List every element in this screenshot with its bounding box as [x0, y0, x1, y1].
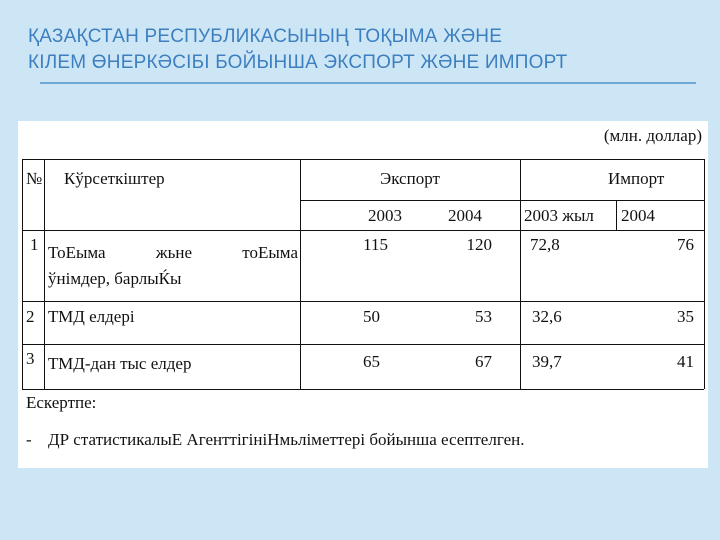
- header-export-2003: 2003: [368, 206, 402, 225]
- table-col-rule: [44, 159, 45, 389]
- header-export-2004: 2004: [448, 206, 482, 225]
- row-3-export-2004: 67: [475, 352, 492, 371]
- row-2-import-2003: 32,6: [532, 307, 562, 326]
- table-col-rule: [616, 200, 617, 230]
- table-col-rule: [300, 159, 301, 389]
- table-border-right: [704, 159, 705, 389]
- note-title: Ескертпе:: [26, 393, 97, 412]
- row-3-import-2004: 41: [677, 352, 694, 371]
- header-indicator: Кўрсеткіштер: [64, 169, 165, 188]
- slide-title-line-1: ҚАЗАҚСТАН РЕСПУБЛИКАСЫНЫҢ ТОҚЫМА ЖӘНЕ: [28, 26, 503, 47]
- note-line: [26, 430, 524, 450]
- unit-label: (млн. доллар): [603, 126, 702, 145]
- row-1-name-word: тоЕыма: [242, 243, 298, 262]
- table-col-rule: [520, 159, 521, 389]
- table-row-rule: [22, 344, 704, 345]
- data-table: [18, 121, 708, 468]
- header-import-2004: 2004: [621, 206, 655, 225]
- title-underline: [40, 82, 696, 84]
- row-2-export-2003: 50: [363, 307, 380, 326]
- row-3-export-2003: 65: [363, 352, 380, 371]
- header-no: №: [26, 169, 43, 188]
- header-import-2003: 2003 жыл: [524, 206, 594, 225]
- row-1-name-line-2: ўнімдер, барлыЌы: [48, 269, 182, 288]
- row-1-import-2004: 76: [677, 235, 694, 254]
- slide-title-line-2: КІЛЕМ ӨНЕРКӘСІБІ БОЙЫНША ЭКСПОРТ ЖӘНЕ ИМПОРТ: [28, 52, 568, 73]
- row-1-no: 1: [30, 235, 39, 254]
- row-1-name-line-1: [48, 243, 298, 263]
- row-2-import-2004: 35: [677, 307, 694, 326]
- table-border-left: [22, 159, 23, 389]
- row-1-name-word: ТоЕыма: [48, 243, 106, 262]
- table-row-rule: [22, 301, 704, 302]
- table-border-bottom: [22, 389, 704, 390]
- row-1-import-2003: 72,8: [530, 235, 560, 254]
- document-image: [18, 121, 708, 468]
- table-subheader-rule: [300, 200, 704, 201]
- table-border-top: [22, 159, 704, 160]
- row-3-name: ТМД-дан тыс елдер: [48, 354, 192, 373]
- row-1-name-word: жьне: [155, 243, 193, 262]
- row-2-name: ТМД елдері: [48, 307, 135, 326]
- row-3-no: 3: [26, 349, 35, 368]
- row-3-import-2003: 39,7: [532, 352, 562, 371]
- row-1-export-2003: 115: [363, 235, 388, 254]
- row-1-export-2004: 120: [466, 235, 492, 254]
- header-import: Импорт: [608, 169, 665, 188]
- slide-title: [28, 24, 688, 76]
- note-dash: -: [26, 430, 32, 449]
- table-header-bottom: [22, 230, 704, 231]
- header-export: Экспорт: [380, 169, 440, 188]
- note-text: ДР статистикалыЕ АгенттігініНмьліметтері бойынша есептелген.: [48, 430, 525, 449]
- row-2-no: 2: [26, 307, 35, 326]
- row-2-export-2004: 53: [475, 307, 492, 326]
